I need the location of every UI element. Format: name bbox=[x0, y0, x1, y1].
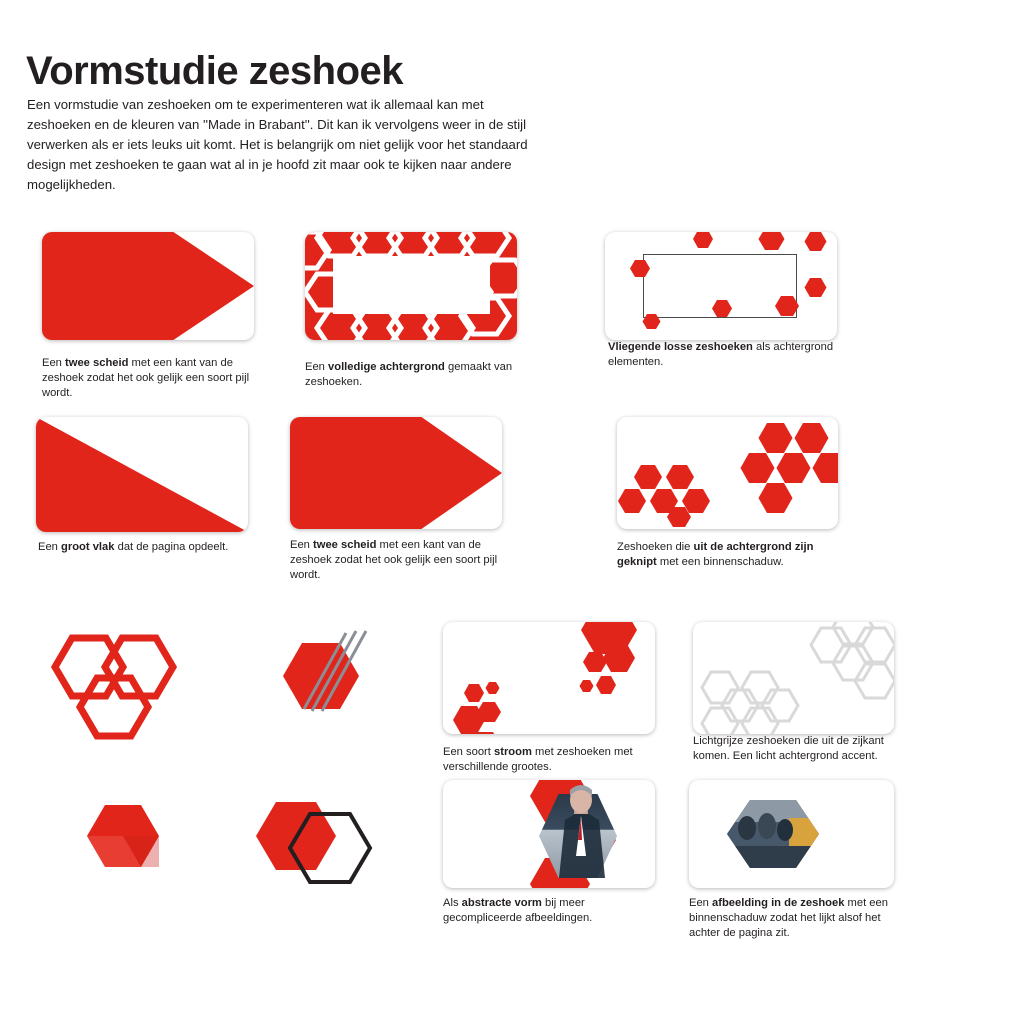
caption-bold: volledige achtergrond bbox=[328, 361, 445, 373]
card-large-plane[interactable] bbox=[36, 417, 248, 532]
caption-bold: uit de achtergrond zijn geknipt bbox=[617, 541, 814, 568]
caption-card1 bbox=[42, 356, 260, 401]
caption-pre: Een bbox=[305, 361, 329, 373]
shape-overlapping-outlines bbox=[50, 630, 200, 742]
flying-hexagons-icon bbox=[605, 232, 837, 340]
shape-isometric-cube bbox=[60, 795, 190, 901]
arrow-hexagon-split-shape bbox=[290, 417, 502, 529]
shape-outline-on-solid-hexagon bbox=[248, 790, 393, 900]
caption-post: gemaakt van zeshoeken. bbox=[305, 361, 513, 388]
caption-bold: afbeelding in de zeshoek bbox=[712, 897, 845, 909]
card-hexagon-stream[interactable] bbox=[443, 622, 655, 734]
caption-card3 bbox=[608, 340, 840, 370]
page-title: Vormstudie zeshoek bbox=[26, 48, 404, 93]
caption-pre: Een bbox=[290, 539, 314, 551]
caption-post: met een kant van de zeshoek zodat het ook gelijk een soort pijl wordt. bbox=[290, 539, 498, 581]
card-hexagon-background[interactable] bbox=[305, 232, 517, 340]
card-arrow-split[interactable] bbox=[42, 232, 254, 340]
caption-pre: Als bbox=[443, 897, 462, 909]
caption-post: bij meer gecompliceerde afbeeldingen. bbox=[443, 897, 593, 924]
caption-pre: Lichtgrijze zeshoeken die uit de zijkant komen. Een licht achtergrond accent. bbox=[693, 735, 884, 762]
caption-bold: groot vlak bbox=[61, 541, 115, 553]
caption-pre: Een soort bbox=[443, 746, 494, 758]
caption-bold: abstracte vorm bbox=[461, 897, 542, 909]
card-photo-in-hexagon[interactable] bbox=[689, 780, 894, 888]
caption-bold: stroom bbox=[494, 746, 532, 758]
caption-bold: Vliegende losse zeshoeken bbox=[608, 341, 753, 353]
caption-post: als achtergrond elementen. bbox=[608, 341, 834, 368]
cut-out-hexagons-icon bbox=[617, 417, 838, 529]
hexagon-stream-icon bbox=[443, 622, 655, 734]
shape-slashed-hexagon bbox=[260, 625, 390, 740]
card-abstract-photo[interactable] bbox=[443, 780, 655, 888]
caption-card2 bbox=[305, 360, 520, 390]
card-arrow-split-2[interactable] bbox=[290, 417, 502, 529]
caption-bold: twee scheid bbox=[313, 539, 377, 551]
caption-card5 bbox=[290, 538, 512, 583]
caption-pre: Een bbox=[42, 357, 66, 369]
hexagon-background-center-panel bbox=[333, 256, 490, 314]
card-flying-hexagons[interactable] bbox=[605, 232, 837, 340]
caption-card8 bbox=[693, 734, 893, 764]
caption-pre: Een bbox=[689, 897, 713, 909]
diagonal-plane-shape bbox=[36, 417, 248, 532]
caption-pre: Zeshoeken die bbox=[617, 541, 694, 553]
caption-post: met een kant van de zeshoek zodat het ook gelijk een soort pijl wordt. bbox=[42, 357, 250, 399]
caption-card10 bbox=[689, 896, 894, 941]
portrait-overlay-icon bbox=[443, 780, 655, 888]
intro-paragraph: Een vormstudie van zeshoeken om te experimenteren wat ik allemaal kan met zeshoeken en de kleuren van ''Made in Brabant''. Dit kan ik vervolgens weer in de stijl verwerken als er iets leuks uit komt. Het is belangrijk om niet gelijk voor het standaard design met zeshoeken te gaan wat al in je hoofd zit maar ook te kijken naar andere mogelijkheden. bbox=[27, 97, 528, 193]
caption-post: met een binnenschaduw. bbox=[656, 555, 784, 568]
caption-post: met een binnenschaduw zodat het lijkt alsof het achter de pagina zit. bbox=[689, 897, 888, 939]
caption-card6 bbox=[617, 540, 849, 570]
group-photo-detail-icon bbox=[689, 780, 894, 888]
arrow-hexagon-split-shape bbox=[42, 232, 254, 340]
card-light-grey-hexagons[interactable] bbox=[693, 622, 894, 734]
light-grey-hexagons-icon bbox=[693, 622, 894, 734]
caption-post: met zeshoeken met verschillende grootes. bbox=[443, 746, 633, 773]
caption-card7 bbox=[443, 745, 658, 775]
caption-post: dat de pagina opdeelt. bbox=[114, 541, 229, 553]
caption-pre: Een bbox=[38, 541, 62, 553]
caption-card4 bbox=[38, 540, 278, 555]
card-cut-out-hexagons[interactable] bbox=[617, 417, 838, 529]
caption-bold: twee scheid bbox=[65, 357, 129, 369]
caption-card9 bbox=[443, 896, 661, 926]
